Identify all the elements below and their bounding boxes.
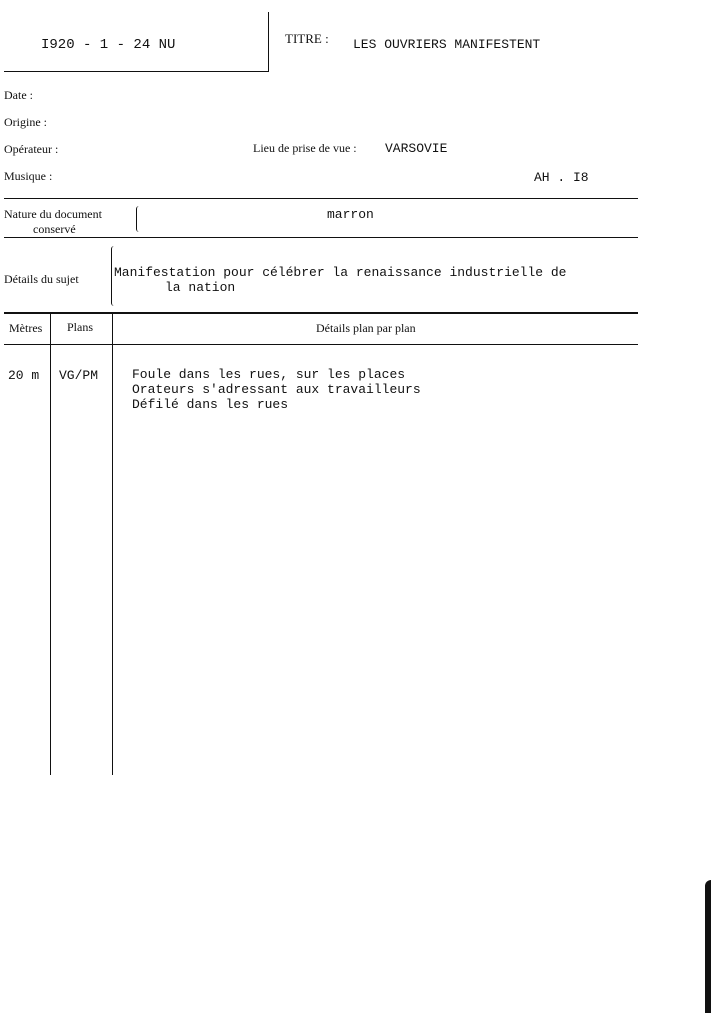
document-reference: I920 - 1 - 24 NU: [41, 37, 176, 53]
row-details-line2: Orateurs s'adressant aux travailleurs: [132, 382, 421, 397]
nature-label-line1: Nature du document: [4, 207, 102, 221]
column-divider-2: [112, 312, 113, 775]
archive-code: AH . I8: [534, 170, 589, 185]
column-header-details: Détails plan par plan: [316, 321, 416, 335]
titre-label: TITRE :: [285, 31, 329, 46]
nature-value: marron: [327, 207, 374, 222]
sujet-label: Détails du sujet: [4, 272, 79, 286]
page-edge-shadow: [705, 880, 711, 1013]
table-top-rule: [4, 312, 638, 314]
nature-top-rule: [4, 198, 638, 199]
sujet-line1: Manifestation pour célébrer la renaissance industrielle de: [114, 265, 567, 280]
lieu-label: Lieu de prise de vue :: [253, 141, 357, 155]
operateur-label: Opérateur :: [4, 142, 59, 156]
origine-label: Origine :: [4, 115, 47, 129]
nature-brace: [136, 206, 141, 232]
date-label: Date :: [4, 88, 33, 102]
row-details-line1: Foule dans les rues, sur les places: [132, 367, 406, 382]
musique-label: Musique :: [4, 169, 53, 183]
column-divider-1: [50, 312, 51, 775]
column-header-plans: Plans: [67, 320, 94, 334]
row-plans: VG/PM: [59, 368, 99, 383]
header-box-bottom-border: [4, 71, 269, 72]
nature-bottom-rule: [4, 237, 638, 238]
table-header-rule: [4, 344, 638, 345]
column-header-metres: Mètres: [9, 321, 43, 335]
titre-value: LES OUVRIERS MANIFESTENT: [353, 37, 541, 52]
row-metres: 20 m: [8, 368, 40, 383]
nature-label-line2: conservé: [33, 222, 76, 236]
sujet-line2: la nation: [165, 280, 236, 295]
lieu-value: VARSOVIE: [385, 141, 448, 156]
row-details-line3: Défilé dans les rues: [132, 397, 289, 412]
header-box-right-border: [268, 12, 269, 71]
